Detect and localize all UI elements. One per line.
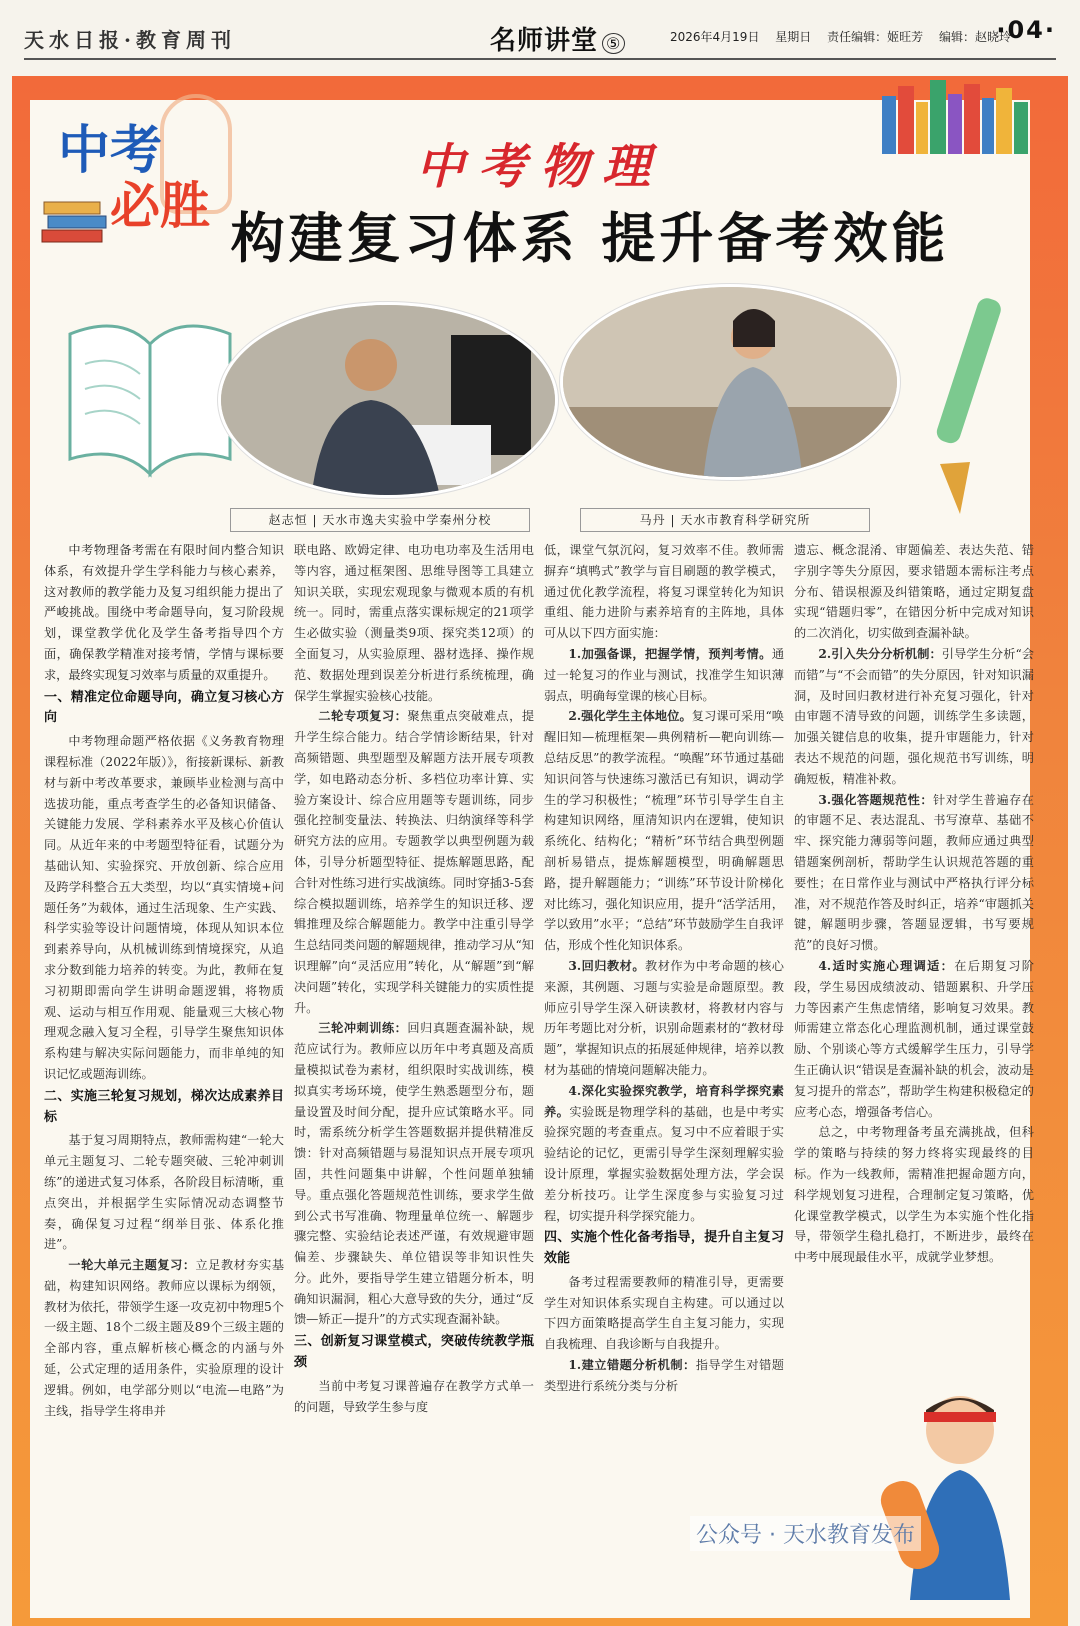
paragraph-text: 在后期复习阶段，学生易因成绩波动、错题累积、升学压力等因素产生焦虑情绪，影响复习效果。教师需建立常态化心理监测机制，通过课堂鼓励、个别谈心等方式缓解学生压力，引导学生正确认识“错误是查漏补缺的机会，波动是复习提升的常态”，帮助学生构建积极稳定的应考心态，增强备考信心。	[794, 958, 1034, 1119]
masthead-rule	[24, 58, 1056, 60]
paper-name: 天水日报·教育周刊	[24, 28, 236, 52]
paragraph	[794, 644, 1034, 790]
section-number: ⑤	[602, 33, 625, 54]
photo-teacher-zhao	[218, 302, 558, 498]
photo-caption-1: 赵志恒 | 天水市逸夫实验中学秦州分校	[230, 508, 530, 532]
paragraph	[44, 1255, 284, 1421]
headline: 构建复习体系 提升备考效能	[230, 207, 950, 270]
subhead-label: 4.深化实验探究教学，培育科学探究素养。	[544, 1083, 784, 1119]
fountain-pen-illustration	[900, 284, 1010, 524]
section-heading-1: 一、精准定位命题导向，确立复习核心方向	[44, 689, 284, 726]
paragraph	[544, 1081, 784, 1227]
paragraph-text: 聚焦重点突破难点，提升学生综合能力。结合学情诊断结果，针对高频错题、典型题型及解题方法开展专项教学，如电路动态分析、多档位功率计算、实验方案设计、综合应用题等专题训练，同步强化控制变量法、转换法、归纳演绎等科学研究方法的应用。专题教学以典型例题为载体，引导分析题型特征、提炼解题思路，配合针对性练习进行实战演练。同时穿插3-5套综合模拟题训练，培养学生的知识迁移、逻辑推理及综合解题能力。教学中注重引导学生总结同类问题的解题规律，推动学习从“知识理解”向“灵活应用”转化，从“解题”到“解决问题”转化，实现学科关键能力的实质性提升。	[294, 709, 534, 1015]
paragraph-text: 引导学生分析“会而错”与“不会而错”的失分原因，针对知识漏洞，及时回归教材进行补充复习强化，针对由审题不清导致的问题，训练学生多读题，加强关键信息的收集，提升审题能力，针对表达不规范的问题，强化规范书写训练，明确短板，精准补救。	[794, 646, 1034, 786]
paragraph: 总之，中考物理备考虽充满挑战，但科学的策略与持续的努力终将实现最终的目标。作为一线教师，需精准把握命题方向，科学规划复习进程，合理制定复习策略，优化课堂教学模式，以学生为本实施个性化指导，带领学生稳扎稳打，不断进步，最终在中考中展现最佳水平，成就学业梦想。	[794, 1125, 1034, 1265]
paragraph	[544, 1355, 784, 1397]
kicker-title: 中考物理	[415, 139, 664, 195]
photo-teacher-ma	[560, 284, 900, 480]
photo-caption-2: 马丹 | 天水市教育科学研究所	[580, 508, 870, 532]
lead-paragraph: 中考物理备考需在有限时间内整合知识体系，有效提升学生学科能力与核心素养，这对教师的教学能力及复习组织能力提出了严峻挑战。围绕中考命题导向，复习阶段规划，课堂教学优化及学生备考指导四个方面，确保教学精准对接考情，学情与课标要求，最终实现复习效率与质量的双重提升。	[44, 543, 284, 682]
editor: 编辑：赵晓玲	[938, 30, 1011, 44]
subhead-label: 2.引入失分分析机制：	[818, 646, 942, 661]
logo-text-bottom: 必胜	[110, 177, 210, 235]
logo-text-top: 中考	[58, 121, 163, 181]
paragraph: 当前中考复习课普遍存在教学方式单一的问题，导致学生参与度	[294, 1378, 534, 1414]
paragraph-text: 回归真题查漏补缺，规范应试行为。教师应以历年中考真题及高质量模拟试卷为素材，组织限时实战训练，模拟真实考场环境，使学生熟悉题型分布，题量设置及时间分配，提升应试策略水平。同时，需系统分析学生答题数据并提供精准反馈：针对高频错题与易混知识点开展专项巩固，共性问题集中讲解，个性问题单独辅导。重点强化答题规范性训练，要求学生做到公式书写准确、物理量单位统一、解题步骤完整、实验结论表述严谨，有效规避审题偏差、步骤缺失、单位错误等非知识性失分。此外，要指导学生建立错题分析本，明确知识漏洞，粗心大意导致的失分，通过“反馈—矫正—提升”的方式实现查漏补缺。	[294, 1021, 534, 1327]
subhead-label: 三轮冲刺训练：	[318, 1021, 408, 1036]
paragraph: 遗忘、概念混淆、审题偏差、表达失范、错字别字等失分原因，要求错题本需标注考点分布、错误根源及纠错策略，通过定期复盘实现“错题归零”，在错因分析中完成对知识的二次消化，切实做到查漏补缺。	[794, 543, 1034, 641]
paragraph: 联电路、欧姆定律、电功电功率及生活用电等内容，通过框架图、思维导图等工具建立知识关联，实现宏观现象与微观本质的有机统一。同时，需重点落实课标规定的21项学生必做实验（测量类9项、探究类12项）的全面复习，从实验原理、器材选择、操作规范、数据处理到误差分析进行系统梳理，确保学生掌握实验核心技能。	[294, 543, 534, 703]
paragraph	[544, 956, 784, 1081]
subhead-label: 一轮大单元主题复习：	[68, 1258, 196, 1273]
article-column-2	[294, 540, 534, 1620]
photo-band	[60, 284, 1020, 534]
section-name: 名师讲堂	[490, 26, 599, 56]
paragraph: 中考物理命题严格依据《义务教育物理课程标准（2022年版）》，衔接新课标、新教材与新中考改革要求，兼顾毕业检测与高中选拔功能，重点考查学生的必备知识储备、关键能力发展、学科素养水平及核心价值认同。从近年来的中考题型特征看，试题分为基础认知、实验探究、开放创新、综合应用及跨学科整合五大类型，均以“真实情境+问题任务”为载体，通过生活现象、生产实践、科学实验等设计问题情境，体现从知识本位到素养导向，从机械训练到情境探究，从追求分数到能力培养的转变。为此，教师在复习初期即需向学生讲明命题逻辑，将物质观、运动与相互作用观、能量观三大核心物理观念融入复习全程，引导学生聚焦知识体系构建与解决实际问题能力，而非单纯的知识记忆或题海训练。	[44, 734, 284, 1081]
paragraph: 基于复习周期特点，教师需构建“一轮大单元主题复习、二轮专题突破、三轮冲刺训练”的递进式复习体系，各阶段目标清晰，重点突出，并根据学生实际情况动态调整节奏，确保复习过程“纲举目张、体系化推进”。	[44, 1133, 284, 1252]
paragraph	[544, 706, 784, 956]
article-column-1	[44, 540, 284, 1620]
subhead-label: 1.建立错题分析机制：	[568, 1358, 696, 1373]
paragraph-text: 立足教材夯实基础，构建知识网络。教师应以课标为纲领，教材为依托，带领学生逐一攻克初中物理5个一级主题、18个二级主题及89个三级主题的全部内容，重点解析核心概念的内涵与外延，公式定理的适用条件，实验原理的设计逻辑。例如，电学部分则以“电流—电路”为主线，指导学生将串并	[44, 1258, 284, 1418]
student-cartoon-illustration	[880, 1360, 1030, 1600]
section-heading-2: 二、实施三轮复习规划，梯次达成素养目标	[44, 1088, 284, 1125]
issue-info	[670, 28, 1023, 45]
subhead-label: 二轮专项复习：	[318, 709, 408, 724]
paragraph-text: 通过一轮复习的作业与测试，找准学生知识薄弱点，明确每堂课的核心目标。	[544, 646, 784, 703]
masthead	[0, 0, 1080, 66]
paragraph-text: 实验既是物理学科的基础，也是中考实验探究题的考查重点。复习中不应着眼于实验结论的记忆，更需引导学生深刻理解实验设计原理，掌握实验数据处理方法，学会误差分析技巧。让学生深度参与实验复习过程，切实提升科学探究能力。	[544, 1104, 784, 1223]
paragraph-text: 复习课可采用“唤醒旧知—梳理框架—典例精析—靶向训练—总结反思”的教学流程。“唤醒”环节通过基础知识问答与快速练习激活已有知识，调动学生的学习积极性；“梳理”环节引导学生自主构建知识网络，厘清知识内在逻辑，使知识系统化、结构化；“精析”环节结合典型例题剖析易错点，提炼解题模型，明确解题思路，提升解题能力；“训练”环节设计阶梯化对比练习，强化知识应用，提升“活学活用，学以致用”水平；“总结”环节鼓励学生自我评估，形成个性化知识体系。	[544, 709, 784, 953]
section-heading-3: 三、创新复习课堂模式，突破传统教学瓶颈	[294, 1334, 534, 1371]
article-column-3	[544, 540, 784, 1620]
paragraph	[294, 1018, 534, 1330]
teacher-seated-photo	[563, 287, 900, 480]
paragraph: 低，课堂气氛沉闷，复习效率不佳。教师需摒弃“填鸭式”教学与盲目刷题的教学模式，通过优化教学流程，将复习课堂转化为知识重组、能力进阶与素养培育的主阵地，具体可从以下四方面实施：	[544, 543, 784, 641]
paragraph: 备考过程需要教师的精准引导，更需要学生对知识体系实现自主构建。可以通过以下四方面策略提高学生自主复习能力，实现自我梳理、自我诊断与自我提升。	[544, 1274, 784, 1352]
subhead-label: 3.强化答题规范性：	[818, 792, 934, 807]
paragraph	[794, 790, 1034, 956]
responsible-editor: 责任编辑：姬旺芳	[827, 30, 924, 44]
paragraph	[794, 956, 1034, 1122]
section-heading-4: 四、实施个性化备考指导，提升自主复习效能	[544, 1230, 784, 1267]
subhead-label: 4.适时实施心理调适：	[818, 958, 955, 973]
subhead-label: 1.加强备课，把握学情，预判考情。	[568, 646, 772, 661]
paragraph	[544, 644, 784, 706]
open-book-illustration	[60, 294, 240, 484]
page-number: ·04·	[996, 16, 1056, 44]
paragraph-text: 教材作为中考命题的核心来源，其例题、习题与实验是命题原型。教师应引导学生深入研读教材，将教材内容与历年考题比对分析，识别命题素材的“教材母题”，掌握知识点的拓展延伸规律，培养以教材为基础的情境问题解决能力。	[544, 958, 784, 1077]
section-title	[490, 20, 625, 57]
issue-weekday: 星期日	[775, 30, 812, 44]
paragraph-text: 指导学生对错题类型进行系统分类与分析	[544, 1358, 784, 1393]
issue-date: 2026年4月19日	[670, 30, 760, 44]
paragraph	[294, 706, 534, 1018]
subhead-label: 2.强化学生主体地位。	[568, 709, 692, 724]
wechat-watermark: 公众号 · 天水教育发布	[690, 1516, 921, 1551]
subhead-label: 3.回归教材。	[568, 958, 646, 973]
paragraph-text: 针对学生普遍存在的审题不足、表达混乱、书写潦草、基础不牢、探究能力薄弱等问题，教师应通过典型错题案例剖析，帮助学生认识规范答题的重要性；在日常作业与测试中严格执行评分标准，对不规范作答及时纠正，培养“审题抓关键，解题明步骤，答题显逻辑，书写要规范”的良好习惯。	[794, 792, 1034, 953]
teacher-at-desk-photo	[221, 305, 558, 498]
